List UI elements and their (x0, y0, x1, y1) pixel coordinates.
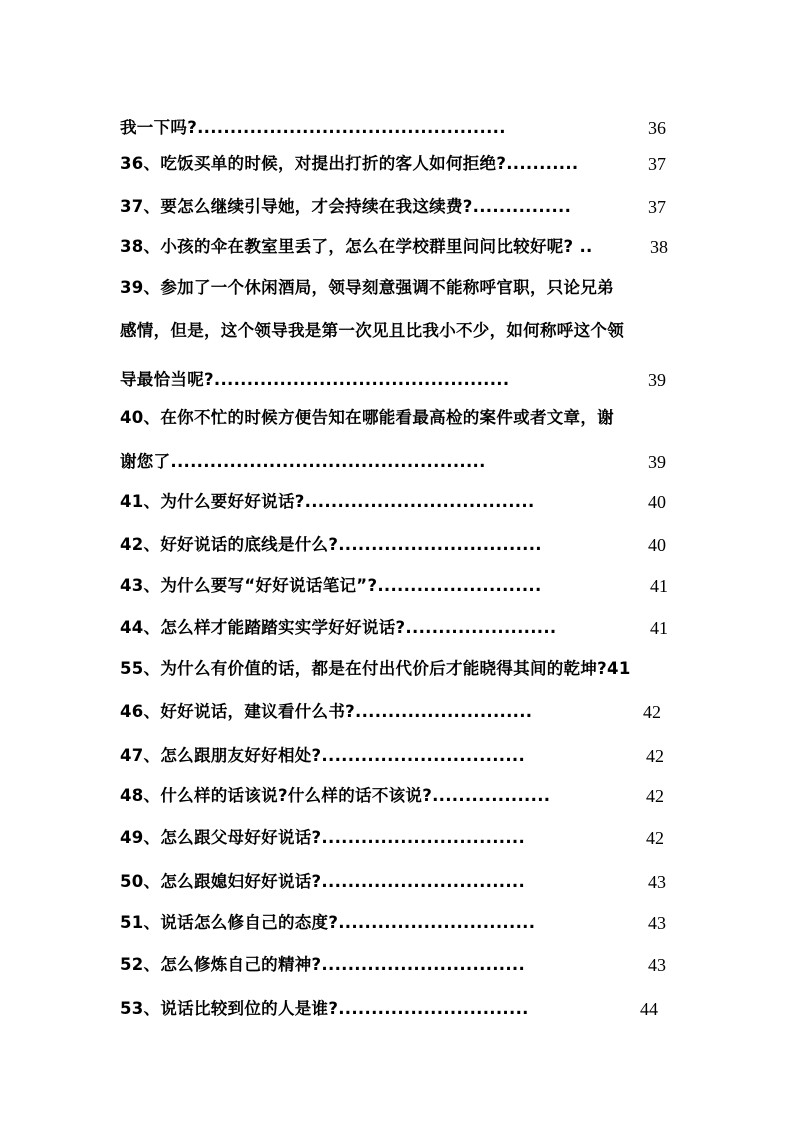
toc-entry-title: 44、怎么样才能踏踏实实学好好说话?....................... (120, 618, 557, 637)
toc-entry[interactable] (0, 950, 793, 980)
toc-entry[interactable] (0, 149, 793, 179)
toc-entry-title: 53、说话比较到位的人是谁?............................. (120, 999, 529, 1018)
toc-entry-title: 感情，但是，这个领导我是第一次见且比我小不少，如何称呼这个领 (120, 321, 624, 340)
toc-entry-title: 41、为什么要好好说话?................................... (120, 492, 535, 511)
toc-entry (0, 316, 793, 346)
toc-entry-page: 37 (648, 154, 666, 174)
toc-entry[interactable] (0, 571, 793, 601)
toc-entry-page: 39 (648, 370, 666, 390)
toc-entry[interactable] (0, 908, 793, 938)
toc-entry[interactable] (0, 530, 793, 560)
toc-entry[interactable] (0, 487, 793, 517)
toc-entry-title: 52、怎么修炼自己的精神?............................... (120, 955, 526, 974)
toc-entry-page: 44 (640, 999, 658, 1019)
toc-entry-title: 48、什么样的话该说?什么样的话不该说?.................. (120, 786, 551, 805)
toc-entry[interactable] (0, 365, 793, 395)
toc-entry-page: 43 (648, 872, 666, 892)
toc-entry-page: 41 (650, 618, 668, 638)
toc-entry-title: 38、小孩的伞在教室里丢了，怎么在学校群里问问比较好呢? .. (120, 237, 593, 256)
toc-entry[interactable] (0, 994, 793, 1024)
toc-entry[interactable] (0, 113, 793, 143)
toc-entry-title: 47、怎么跟朋友好好相处?............................... (120, 746, 526, 765)
toc-entry-title: 46、好好说话，建议看什么书?........................... (120, 702, 533, 721)
toc-entry-page: 43 (648, 955, 666, 975)
toc-entry-title: 37、要怎么继续引导她，才会持续在我这续费?............... (120, 197, 572, 216)
toc-entry-title: 43、为什么要写“好好说话笔记”?......................... (120, 576, 542, 595)
toc-entry (0, 273, 793, 303)
toc-entry-title: 42、好好说话的底线是什么?............................... (120, 535, 542, 554)
toc-entry-title: 55、为什么有价值的话，都是在付出代价后才能晓得其间的乾坤?41 (120, 659, 631, 678)
toc-entry[interactable] (0, 697, 793, 727)
toc-entry-title: 我一下吗?............................................... (120, 118, 506, 137)
toc-entry-page: 36 (648, 118, 666, 138)
toc-entry[interactable] (0, 232, 793, 262)
toc-entry-page: 42 (646, 828, 664, 848)
toc-entry[interactable] (0, 192, 793, 222)
toc-entry[interactable] (0, 613, 793, 643)
toc-entry-page: 39 (648, 452, 666, 472)
toc-entry-page: 42 (646, 746, 664, 766)
toc-entry-page: 40 (648, 535, 666, 555)
toc-entry-title: 36、吃饭买单的时候，对提出打折的客人如何拒绝?........... (120, 154, 579, 173)
toc-entry[interactable] (0, 781, 793, 811)
toc-entry-title: 导最恰当呢?............................................. (120, 370, 510, 389)
toc-entry[interactable] (0, 823, 793, 853)
toc-entry-title: 50、怎么跟媳妇好好说话?............................... (120, 872, 526, 891)
toc-entry-page: 41 (650, 576, 668, 596)
toc-entry[interactable] (0, 654, 793, 684)
toc-entry-page: 40 (648, 492, 666, 512)
toc-entry[interactable] (0, 867, 793, 897)
toc-entry-page: 38 (650, 237, 668, 257)
toc-entry[interactable] (0, 741, 793, 771)
toc-entry-title: 40、在你不忙的时候方便告知在哪能看最高检的案件或者文章，谢 (120, 408, 614, 427)
toc-entry (0, 403, 793, 433)
toc-entry-title: 39、参加了一个休闲酒局，领导刻意强调不能称呼官职，只论兄弟 (120, 278, 614, 297)
toc-entry-title: 51、说话怎么修自己的态度?.............................. (120, 913, 536, 932)
toc-entry-page: 37 (648, 197, 666, 217)
toc-entry-title: 谢您了................................................ (120, 452, 486, 471)
toc-entry[interactable] (0, 447, 793, 477)
toc-entry-page: 42 (646, 786, 664, 806)
toc-entry-page: 42 (643, 702, 661, 722)
toc-entry-title: 49、怎么跟父母好好说话?............................... (120, 828, 526, 847)
toc-entry-page: 43 (648, 913, 666, 933)
